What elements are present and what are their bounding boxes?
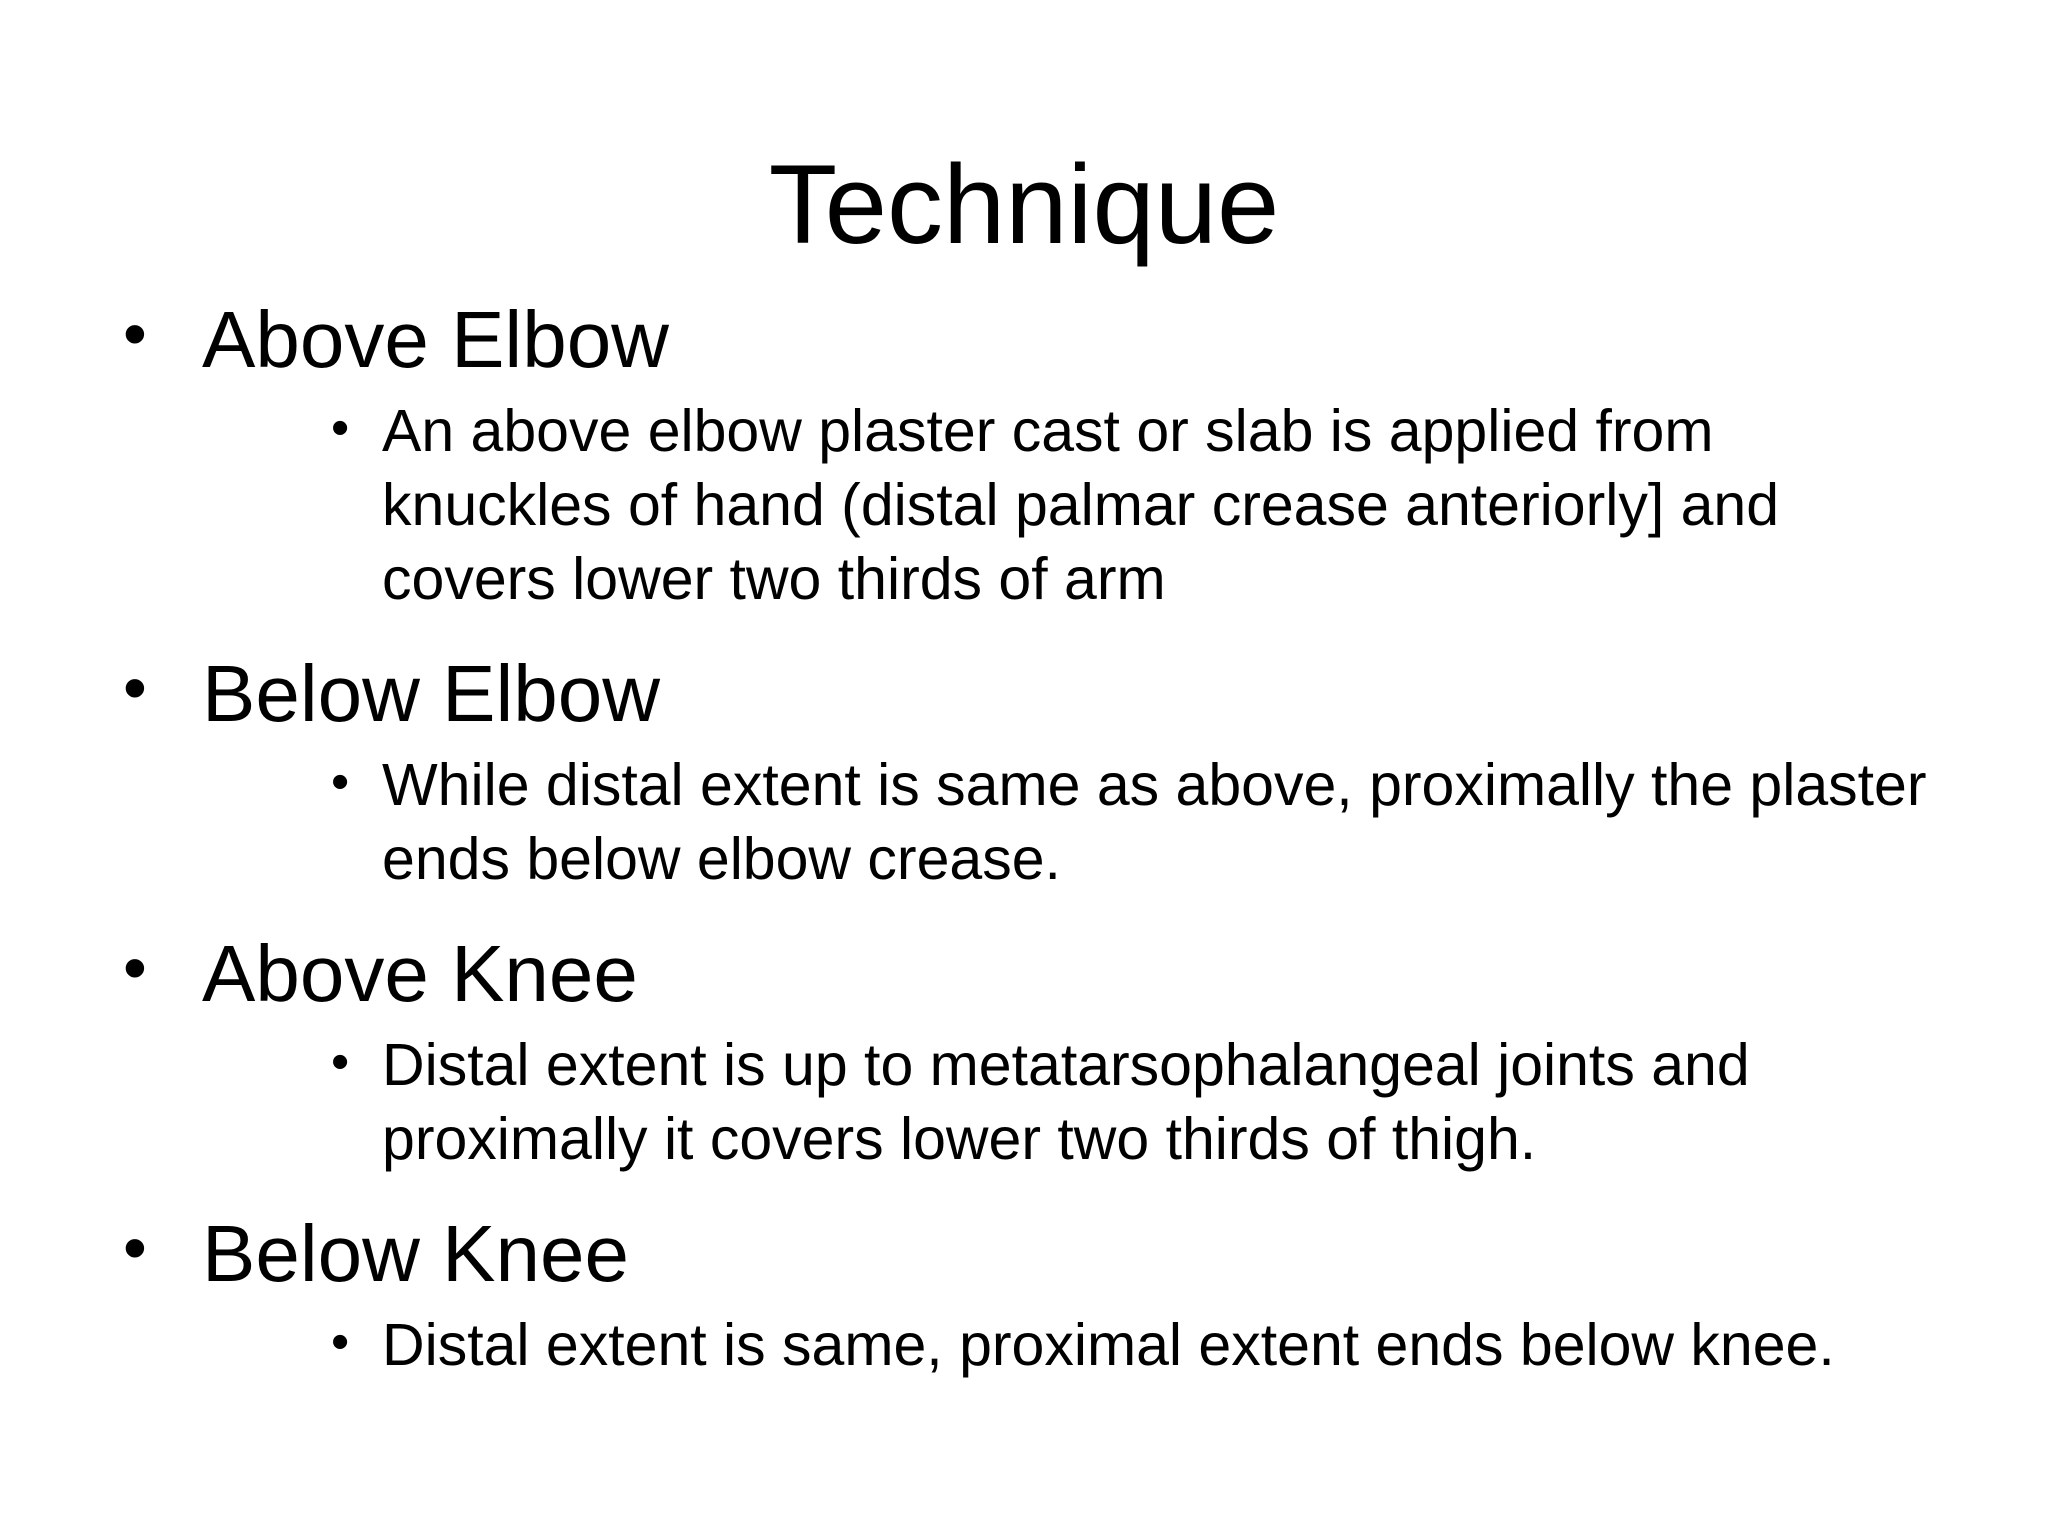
slide-title: Technique [768, 142, 1280, 267]
bullet-heading: Below Knee [202, 1209, 629, 1298]
bullet-heading: Below Elbow [202, 649, 661, 738]
bullet-heading: Above Knee [202, 929, 638, 1018]
sub-bullet [0, 394, 2048, 616]
sub-bullet-text: Distal extent is up to metatarsophalangeal joints and proximally it covers lower two thirds of thigh. [382, 1032, 1750, 1172]
sub-bullet-icon: • [331, 753, 350, 811]
sub-bullet-icon: • [331, 1033, 350, 1091]
sub-bullet-icon: • [331, 1313, 350, 1371]
sub-bullet-text: While distal extent is same as above, proximally the plaster ends below elbow crease. [382, 752, 1927, 892]
bullet-icon: • [123, 1210, 147, 1286]
sub-bullet [0, 1308, 2048, 1382]
bullet-heading: Above Elbow [202, 295, 669, 384]
bullet-icon: • [123, 930, 147, 1006]
bullet-item-below-elbow [0, 646, 2048, 896]
bullet-item-below-knee [0, 1206, 2048, 1382]
sub-bullet [0, 748, 2048, 896]
bullet-icon: • [123, 650, 147, 726]
sub-bullet-text: An above elbow plaster cast or slab is applied from knuckles of hand (distal palmar crease anteriorly] and covers lower two thirds of arm [382, 398, 1780, 612]
bullet-item-above-knee [0, 926, 2048, 1176]
bullet-icon: • [123, 296, 147, 372]
sub-bullet-icon: • [331, 399, 350, 457]
sub-bullet-text: Distal extent is same, proximal extent ends below knee. [382, 1312, 1835, 1378]
bullet-item-above-elbow [0, 292, 2048, 616]
bullet-list [0, 292, 2048, 1412]
sub-bullet [0, 1028, 2048, 1176]
